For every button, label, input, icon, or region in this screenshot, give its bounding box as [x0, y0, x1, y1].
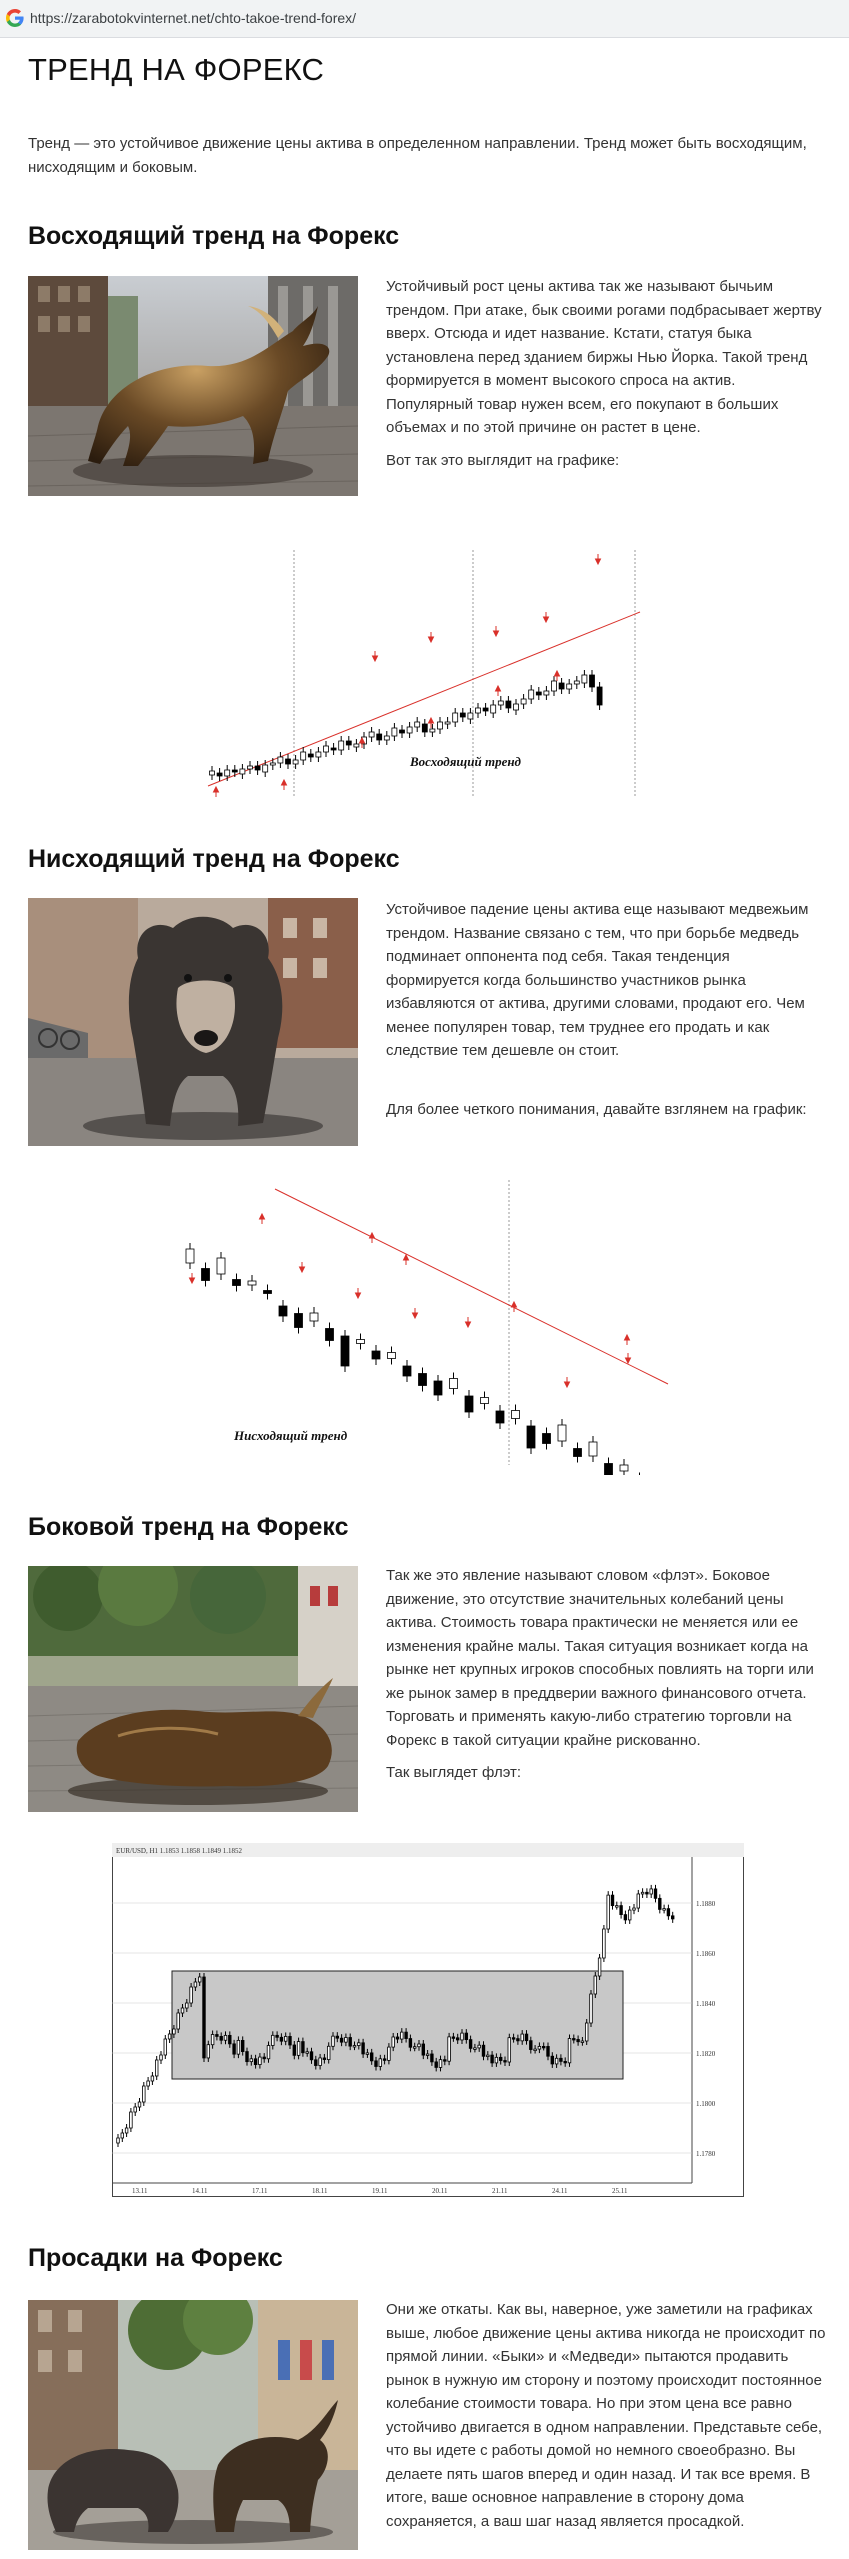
flat-candle: [590, 1990, 593, 2027]
flat-candle: [598, 1954, 601, 1980]
svg-text:13.11: 13.11: [132, 2187, 148, 2195]
section-heading-uptrend: Восходящий тренд на Форекс: [28, 222, 400, 250]
svg-text:18.11: 18.11: [312, 2187, 328, 2195]
uptrend-candle: [210, 766, 215, 780]
svg-text:EUR/USD, H1 1.1853 1.1858 1.18: EUR/USD, H1 1.1853 1.1858 1.1849 1.1852: [116, 1847, 243, 1855]
flat-candle: [594, 1972, 597, 1998]
uptrend-candle: [476, 703, 481, 718]
downtrend-candle: [558, 1419, 566, 1447]
flat-candle: [130, 2108, 133, 2132]
downtrend-candle: [636, 1473, 644, 1476]
downtrend-candle: [450, 1373, 458, 1395]
uptrend-candle: [346, 736, 351, 750]
svg-text:25.11: 25.11: [612, 2187, 628, 2195]
trend-arrow-mark: [494, 626, 499, 636]
uptrend-candle: [232, 765, 237, 777]
uptrend-candle: [498, 696, 503, 710]
downtrend-candle: [372, 1345, 380, 1365]
svg-text:1.1780: 1.1780: [696, 2150, 716, 2158]
svg-text:19.11: 19.11: [372, 2187, 388, 2195]
downtrend-candle: [279, 1300, 287, 1322]
downtrend-candle: [496, 1405, 504, 1429]
section-heading-sideways: Боковой тренд на Форекс: [28, 1513, 349, 1541]
uptrend-candle: [544, 686, 549, 700]
trend-arrow-mark: [413, 1308, 418, 1318]
sideways-chart-caption: Так выглядет флэт:: [386, 1764, 522, 1781]
downtrend-candle: [264, 1285, 272, 1300]
svg-text:1.1860: 1.1860: [696, 1950, 716, 1958]
uptrend-candle: [445, 717, 450, 729]
flat-candle: [143, 2082, 146, 2106]
downtrend-candle: [589, 1436, 597, 1462]
bull-and-bear-photo: [28, 2300, 358, 2550]
page-title: ТРЕНД НА ФОРЕКС: [28, 52, 325, 87]
trend-arrow-mark: [429, 632, 434, 642]
uptrend-candle: [514, 699, 519, 715]
uptrend-candle: [369, 727, 374, 742]
drawdowns-paragraph: Они же откаты. Как вы, наверное, уже заметили на графиках выше, любое движение цены актива никогда не происходит по прямой линии. «Быки» и «Медведи» пытаются продавить рынок в нужную им сторону и поэтому происходит постоянное колебание стоимости товара. Но при этом цена все равно устойчиво двигается в одном направлении. Представьте себе, что вы идете с работы домой но немного своеобразно. Вы делаете пять шагов вперед и один назад. И так все время. В итоге, ваше основное направление в сторону дома сохраняется, а ваш шаг назад является просадкой.: [386, 2301, 826, 2530]
uptrend-candle: [324, 741, 329, 757]
uptrend-candle: [453, 708, 458, 727]
trend-arrow-mark: [625, 1335, 630, 1345]
trend-arrow-mark: [282, 780, 287, 790]
trend-arrow-mark: [466, 1317, 471, 1327]
downtrend-candle: [574, 1443, 582, 1463]
downtrend-candle: [295, 1308, 303, 1334]
uptrend-chart-label: Восходящий тренд: [410, 754, 522, 769]
downtrend-candle: [605, 1458, 613, 1476]
svg-text:1.1880: 1.1880: [696, 1900, 716, 1908]
uptrend-candle: [377, 729, 382, 745]
trend-arrow-mark: [190, 1273, 195, 1283]
uptrend-candle: [407, 722, 412, 738]
downtrend-candle: [341, 1330, 349, 1372]
trend-arrow-mark: [626, 1353, 631, 1363]
uptrend-candle: [552, 676, 557, 696]
uptrend-candle: [400, 725, 405, 738]
flat-candle: [155, 2056, 158, 2080]
downtrend-candle: [186, 1243, 194, 1269]
uptrend-candle: [521, 694, 526, 709]
intro-paragraph: Тренд — это устойчивое движение цены актива в определенном направлении. Тренд может быть восходящим, нисходящим и боковым.: [28, 135, 807, 176]
uptrend-candle: [536, 687, 541, 700]
uptrend-candle: [460, 708, 465, 722]
downtrend-candle: [419, 1368, 427, 1392]
uptrend-candle: [255, 761, 260, 775]
uptrend-candle: [270, 758, 275, 770]
downtrend-candlestick-chart: [180, 1175, 680, 1475]
uptrend-candlestick-chart: [180, 540, 680, 810]
uptrend-candle: [574, 676, 579, 689]
uptrend-candle: [339, 736, 344, 755]
trend-arrow-mark: [356, 1288, 361, 1298]
downtrend-candle: [543, 1428, 551, 1450]
svg-text:24.11: 24.11: [552, 2187, 568, 2195]
uptrend-candle: [506, 696, 511, 713]
trend-arrow-mark: [370, 1233, 375, 1243]
downtrend-candle: [217, 1252, 225, 1280]
uptrend-candle: [559, 678, 564, 694]
fallen-bull-photo: [28, 1566, 358, 1812]
svg-text:14.11: 14.11: [192, 2187, 208, 2195]
downtrend-candle: [248, 1275, 256, 1291]
downtrend-candle: [465, 1390, 473, 1418]
bull-statue-photo: [28, 276, 358, 496]
downtrend-candle: [527, 1420, 535, 1454]
downtrend-paragraph: Устойчивое падение цены актива еще называют медвежьим трендом. Название связано с тем, что при борьбе медведь подминает оппонента под себя. Такая тенденция формируется когда большинство участников рынка избавляются от актива, другими словами, продают его. Чем менее популярен товар, тем труднее его продать и как следствие тем дешевле он стоит.: [386, 901, 809, 1059]
uptrend-candle: [491, 700, 496, 718]
google-icon: [6, 9, 24, 27]
downtrend-candle: [233, 1274, 241, 1292]
trend-arrow-mark: [555, 671, 560, 681]
trend-arrow-mark: [214, 787, 219, 797]
downtrend-candle: [357, 1334, 365, 1350]
trend-arrow-mark: [512, 1302, 517, 1312]
svg-text:1.1820: 1.1820: [696, 2050, 716, 2058]
section-heading-downtrend: Нисходящий тренд на Форекс: [28, 845, 400, 873]
uptrend-candle: [316, 747, 321, 762]
url-text[interactable]: https://zarabotokvinternet.net/chto-takoe-trend-forex/: [30, 10, 357, 26]
uptrend-candle: [217, 768, 222, 781]
uptrend-candle: [422, 719, 427, 737]
uptrend-candle: [286, 754, 291, 769]
downtrend-candle: [310, 1307, 318, 1327]
trend-arrow-mark: [565, 1377, 570, 1387]
uptrend-candle: [308, 749, 313, 762]
uptrend-candle: [331, 743, 336, 755]
flat-candle: [607, 1891, 610, 1933]
svg-text:21.11: 21.11: [492, 2187, 508, 2195]
flat-candle: [203, 1973, 206, 2062]
flat-candle: [603, 1925, 606, 1962]
flat-candle: [448, 2033, 451, 2065]
trend-arrow-mark: [373, 651, 378, 661]
uptrend-candle: [354, 739, 359, 752]
downtrend-chart-label: Нисходящий тренд: [234, 1428, 348, 1443]
trend-arrow-mark: [544, 612, 549, 622]
flat-candle: [508, 2034, 511, 2066]
svg-text:20.11: 20.11: [432, 2187, 448, 2195]
bear-statue-photo: [28, 898, 358, 1146]
trend-arrow-mark: [496, 686, 501, 696]
trend-arrow-mark: [596, 554, 601, 564]
flat-market-chart: [112, 1843, 744, 2197]
uptrend-candle: [468, 708, 473, 724]
uptrend-paragraph: Устойчивый рост цены актива так же называют бычьим трендом. При атаке, бык своими рогами подбрасывает жертву вверх. Отсюда и идет название. Кстати, статуя быка установлена перед зданием биржы Нью Йорка. Такой тренд формируется в момент высокого спроса на актив. Популярный товар нужен всем, его покупают в больших объемах и по этой причине он растет в цене.: [386, 278, 822, 436]
downtrend-candle: [326, 1323, 334, 1347]
browser-address-bar[interactable]: [0, 0, 849, 38]
downtrend-candle: [434, 1375, 442, 1401]
downtrend-candle: [403, 1360, 411, 1382]
downtrend-candle: [620, 1459, 628, 1475]
flat-candle: [568, 2034, 571, 2066]
uptrend-candle: [392, 723, 397, 741]
uptrend-candle: [384, 731, 389, 745]
svg-text:1.1800: 1.1800: [696, 2100, 716, 2108]
downtrend-candle: [202, 1263, 210, 1287]
trend-arrow-mark: [260, 1214, 265, 1224]
trend-arrow-mark: [404, 1255, 409, 1265]
downtrend-candle: [481, 1392, 489, 1410]
svg-text:1.1840: 1.1840: [696, 2000, 716, 2008]
uptrend-candle: [597, 682, 602, 710]
flat-candle: [585, 2019, 588, 2045]
downtrend-chart-caption: Для более четкого понимания, давайте взглянем на график:: [386, 1101, 807, 1118]
trend-arrow-mark: [300, 1262, 305, 1272]
uptrend-candle: [301, 747, 306, 765]
downtrend-candle: [388, 1347, 396, 1365]
uptrend-candle: [567, 679, 572, 694]
uptrend-candle: [415, 717, 420, 732]
uptrend-candle: [240, 764, 245, 779]
uptrend-candle: [248, 761, 253, 774]
downtrend-candle: [512, 1405, 520, 1425]
uptrend-candle: [483, 703, 488, 716]
svg-text:17.11: 17.11: [252, 2187, 268, 2195]
uptrend-candle: [438, 717, 443, 734]
uptrend-candle: [590, 670, 595, 692]
sideways-paragraph: Так же это явление называют словом «флэт». Боковое движение, это отсутствие значительных колебаний цены актива. Стоимость товара практически не меняется или ее изменения крайне малы. Такая ситуация возникает когда на рынке нет крупных игроков способных повлиять на торги или же рынок замер в преддверии важного финансового отчета. Торговать и применять какую-либо стратегию торговли на Форекс в такой ситуации крайне рискованно.: [386, 1567, 814, 1749]
uptrend-candle: [529, 685, 534, 704]
uptrend-candle: [582, 670, 587, 688]
uptrend-candle: [278, 752, 283, 768]
uptrend-chart-caption: Вот так это выглядит на графике:: [386, 452, 620, 469]
section-heading-drawdowns: Просадки на Форекс: [28, 2244, 283, 2272]
